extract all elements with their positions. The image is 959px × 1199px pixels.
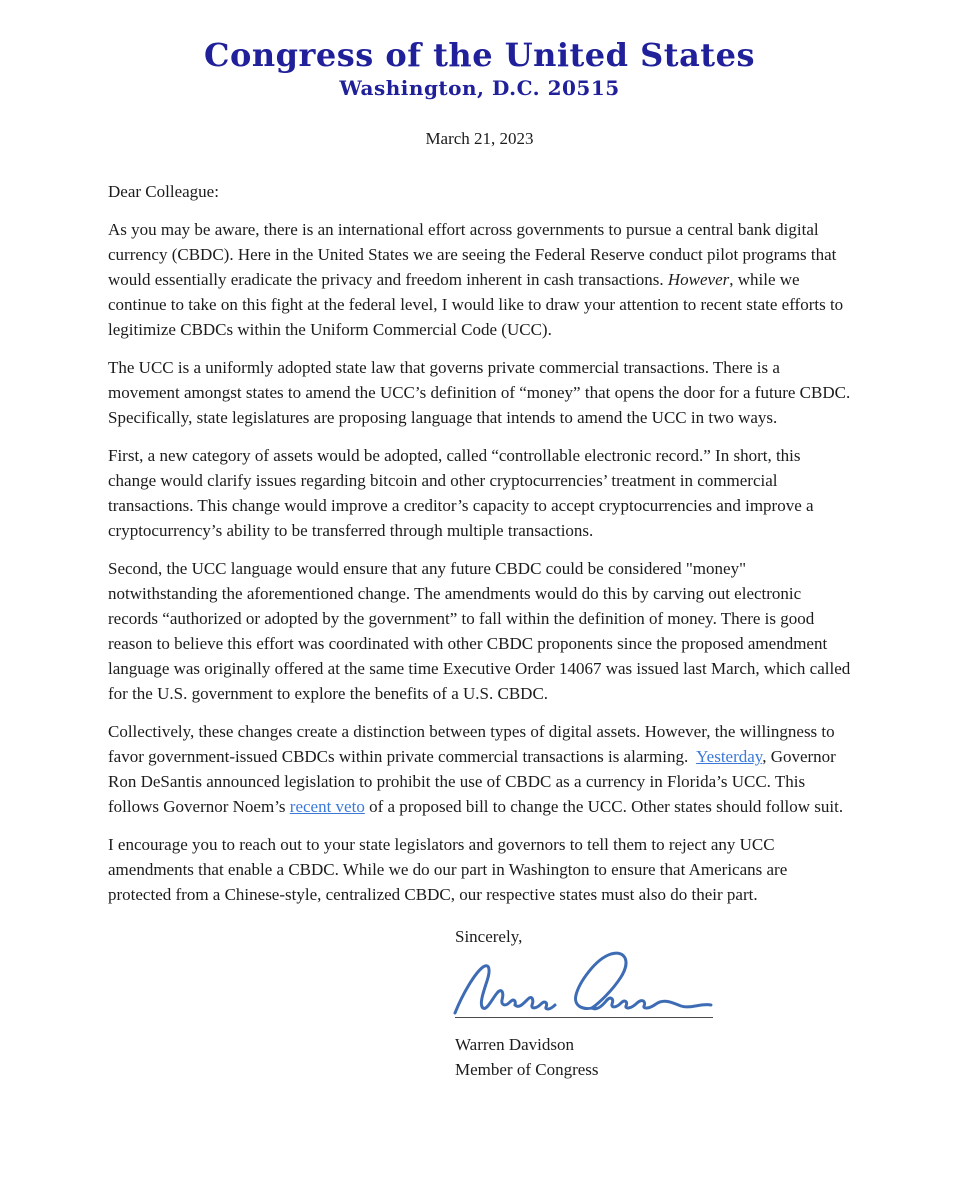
paragraph-6-text: I encourage you to reach out to your state legislators and governors to tell them to reject any UCC amendments that enable a CBDC. While we do our part in Washington to ensure that Americans are protected from a Chinese-style, centralized CBDC, our respective states must also do their part. (108, 835, 788, 904)
paragraph-2-text: The UCC is a uniformly adopted state law that governs private commercial transactions. There is a movement amongst states to amend the UCC’s definition of “money” that opens the door for a future CBDC. Specifically, state legislatures are proposing language that intends to amend the UCC in two ways. (108, 358, 851, 427)
signer-name: Warren Davidson (455, 1035, 575, 1054)
paragraph-3 (108, 443, 851, 543)
closing-sincerely: Sincerely, (455, 927, 523, 946)
paragraph-1-text: As you may be aware, there is an international effort across governments to pursue a central bank digital currency (CBDC). Here in the United States we are seeing the Federal Reserve conduct pilot programs that would essentially eradicate the privacy and freedom inherent in cash transactions. (108, 220, 837, 289)
paragraph-1 (108, 217, 851, 342)
letterhead-address: Washington, D.C. 20515 (339, 76, 620, 100)
paragraph-6 (108, 832, 851, 907)
signature-block (455, 924, 851, 1082)
paragraph-5-text: of a proposed bill to change the UCC. Other states should follow suit. (364, 797, 844, 816)
paragraph-3-text: First, a new category of assets would be adopted, called “controllable electronic record.” In short, this change would clarify issues regarding bitcoin and other cryptocurrencies’ treatment in commercial transactions. This change would improve a creditor’s capacity to accept cryptocurrencies and improve a cryptocurrency’s ability to be transferred through multiple transactions. (108, 446, 814, 540)
letterhead (108, 38, 851, 100)
paragraph-1-italic: However (667, 270, 730, 289)
paragraph-5 (108, 719, 851, 819)
letter-body (108, 179, 851, 907)
letter-date: March 21, 2023 (425, 129, 534, 148)
recent-veto-link[interactable]: recent veto (289, 797, 365, 816)
paragraph-4-text: Second, the UCC language would ensure that any future CBDC could be considered "money" notwithstanding the aforementioned change. The amendments would do this by carving out electronic records “authorized or adopted by the government” to fall within the definition of money. There is good reason to believe this effort was coordinated with other CBDC proponents since the proposed amendment language was originally offered at the same time Executive Order 14067 was issued last March, which called for the U.S. government to explore the benefits of a U.S. CBDC. (108, 559, 851, 703)
paragraph-2 (108, 355, 851, 430)
salutation: Dear Colleague: (108, 182, 219, 201)
paragraph-5-text: , Governor Ron DeSantis announced legislation to prohibit the use of CBDC as a currency in Florida’s UCC. This follows Governor Noem’s (108, 747, 836, 816)
letterhead-title: Congress of the United States (204, 36, 755, 74)
signature-ink-icon (449, 947, 725, 1021)
paragraph-5-text: Collectively, these changes create a distinction between types of digital assets. However, the willingness to favor government-issued CBDCs within private commercial transactions is alarming. (108, 722, 835, 766)
paragraph-4 (108, 556, 851, 706)
yesterday-link[interactable]: Yesterday (696, 747, 763, 766)
signer-title: Member of Congress (455, 1060, 599, 1079)
signature (455, 951, 717, 1017)
paragraph-1-text: , while we continue to take on this fight at the federal level, I would like to draw your attention to recent state efforts to legitimize CBDCs within the Uniform Commercial Code (UCC). (108, 270, 844, 339)
